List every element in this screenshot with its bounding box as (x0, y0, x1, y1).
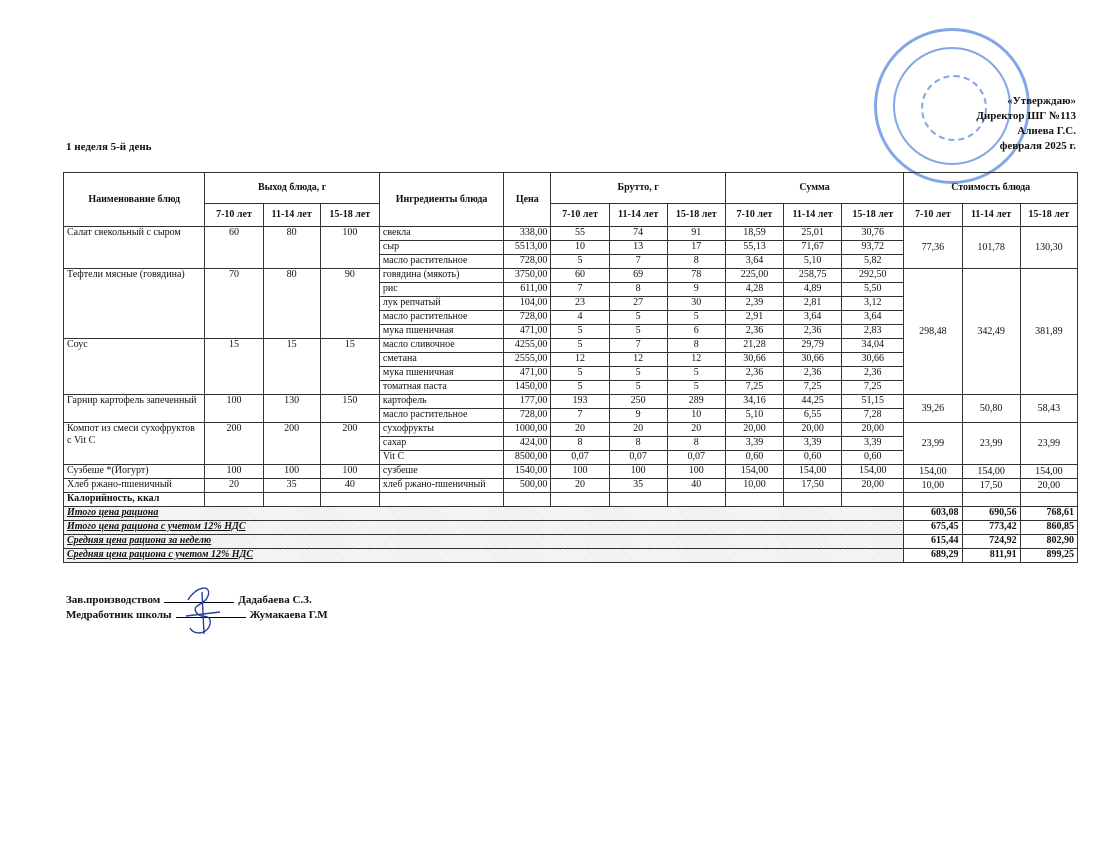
calories-row (64, 493, 1078, 507)
ingredient-brutto: 8 (667, 255, 725, 269)
dish-portion: 60 (205, 227, 263, 269)
header-brutto-age: 11-14 лет (609, 204, 667, 227)
ingredient-sum: 2,36 (784, 367, 842, 381)
calories-cell (263, 493, 320, 507)
ingredient-name: масло сливочное (379, 339, 503, 353)
ingredient-name: сахар (379, 437, 503, 451)
table-row (64, 479, 1078, 493)
calories-cell (504, 493, 551, 507)
ingredient-brutto: 5 (551, 255, 609, 269)
total-value: 675,45 (904, 521, 962, 535)
ingredient-brutto: 10 (551, 241, 609, 255)
ingredient-brutto: 250 (609, 395, 667, 409)
dish-cost: 23,99 (1020, 423, 1077, 465)
ingredient-name: хлеб ржано-пшеничный (379, 479, 503, 493)
ingredient-price: 728,00 (504, 311, 551, 325)
dish-cost: 17,50 (962, 479, 1020, 493)
dish-cost: 101,78 (962, 227, 1020, 269)
ingredient-brutto: 12 (551, 353, 609, 367)
header-portion-age: 15-18 лет (320, 204, 379, 227)
ingredient-sum: 20,00 (725, 423, 783, 437)
ingredient-brutto: 8 (667, 437, 725, 451)
dish-portion: 200 (263, 423, 320, 465)
ingredient-name: лук репчатый (379, 297, 503, 311)
total-value: 860,85 (1020, 521, 1077, 535)
total-value: 811,91 (962, 549, 1020, 563)
dish-cost: 10,00 (904, 479, 962, 493)
ingredient-sum: 3,64 (784, 311, 842, 325)
handwritten-signature (182, 582, 224, 638)
header-dish: Наименование блюд (64, 173, 205, 227)
ingredient-price: 1540,00 (504, 465, 551, 479)
ingredient-sum: 5,82 (842, 255, 904, 269)
ingredient-brutto: 5 (667, 381, 725, 395)
ingredient-sum: 2,36 (842, 367, 904, 381)
calories-label: Калорийность, ккал (64, 493, 205, 507)
dish-cost: 381,89 (1020, 269, 1077, 395)
header-cost: Стоимость блюда (904, 173, 1078, 204)
ingredient-name: Vit C (379, 451, 503, 465)
dish-portion: 15 (320, 339, 379, 395)
ingredient-brutto: 100 (667, 465, 725, 479)
ingredient-brutto: 5 (551, 367, 609, 381)
ingredient-price: 8500,00 (504, 451, 551, 465)
ingredient-name: рис (379, 283, 503, 297)
menu-table (63, 172, 1078, 563)
calories-cell (962, 493, 1020, 507)
total-label: Итого цена рациона (64, 507, 904, 521)
ingredient-sum: 154,00 (725, 465, 783, 479)
ingredient-sum: 55,13 (725, 241, 783, 255)
ingredient-sum: 2,91 (725, 311, 783, 325)
ingredient-brutto: 9 (667, 283, 725, 297)
ingredient-brutto: 5 (609, 311, 667, 325)
dish-portion: 15 (205, 339, 263, 395)
header-brutto: Брутто, г (551, 173, 725, 204)
calories-cell (784, 493, 842, 507)
ingredient-brutto: 7 (551, 283, 609, 297)
ingredient-sum: 3,64 (842, 311, 904, 325)
header-sum-age: 7-10 лет (725, 204, 783, 227)
total-value: 690,56 (962, 507, 1020, 521)
ingredient-sum: 6,55 (784, 409, 842, 423)
header-price: Цена (504, 173, 551, 227)
ingredient-brutto: 4 (551, 311, 609, 325)
ingredient-brutto: 8 (609, 437, 667, 451)
signature-person: Жумакаева Г.М (249, 609, 328, 621)
ingredient-price: 3750,00 (504, 269, 551, 283)
ingredient-sum: 292,50 (842, 269, 904, 283)
ingredient-name: сухофрукты (379, 423, 503, 437)
total-value: 615,44 (904, 535, 962, 549)
dish-portion: 40 (320, 479, 379, 493)
ingredient-sum: 2,36 (725, 367, 783, 381)
total-value: 802,90 (1020, 535, 1077, 549)
calories-cell (842, 493, 904, 507)
ingredient-brutto: 8 (609, 283, 667, 297)
ingredient-brutto: 5 (551, 325, 609, 339)
header-brutto-age: 15-18 лет (667, 204, 725, 227)
ingredient-sum: 2,39 (725, 297, 783, 311)
ingredient-brutto: 5 (609, 367, 667, 381)
signature-role: Зав.производством (66, 594, 161, 606)
ingredient-brutto: 0,07 (551, 451, 609, 465)
ingredient-price: 728,00 (504, 409, 551, 423)
total-value: 899,25 (1020, 549, 1077, 563)
header-sum-age: 11-14 лет (784, 204, 842, 227)
dish-portion: 100 (205, 395, 263, 423)
dish-name: Соус (64, 339, 205, 395)
total-row (64, 521, 1078, 535)
ingredient-brutto: 40 (667, 479, 725, 493)
dish-name: Тефтели мясные (говядина) (64, 269, 205, 339)
ingredient-brutto: 9 (609, 409, 667, 423)
ingredient-sum: 21,28 (725, 339, 783, 353)
total-label: Итого цена рациона с учетом 12% НДС (64, 521, 904, 535)
total-value: 724,92 (962, 535, 1020, 549)
ingredient-price: 338,00 (504, 227, 551, 241)
calories-cell (320, 493, 379, 507)
total-label: Средняя цена рациона с учетом 12% НДС (64, 549, 904, 563)
dish-portion: 80 (263, 227, 320, 269)
dish-portion: 100 (263, 465, 320, 479)
ingredient-brutto: 100 (551, 465, 609, 479)
ingredient-price: 1450,00 (504, 381, 551, 395)
ingredient-name: масло растительное (379, 409, 503, 423)
ingredient-brutto: 91 (667, 227, 725, 241)
ingredient-name: томатная паста (379, 381, 503, 395)
header-portion-age: 7-10 лет (205, 204, 263, 227)
header-portion-age: 11-14 лет (263, 204, 320, 227)
ingredient-name: свекла (379, 227, 503, 241)
ingredient-brutto: 5 (667, 367, 725, 381)
ingredient-brutto: 5 (551, 381, 609, 395)
dish-cost: 298,48 (904, 269, 962, 395)
ingredient-sum: 34,16 (725, 395, 783, 409)
ingredient-brutto: 5 (667, 311, 725, 325)
dish-portion: 35 (263, 479, 320, 493)
ingredient-sum: 2,83 (842, 325, 904, 339)
dish-portion: 90 (320, 269, 379, 339)
ingredient-name: картофель (379, 395, 503, 409)
ingredient-sum: 2,36 (784, 325, 842, 339)
dish-portion: 70 (205, 269, 263, 339)
table-row (64, 269, 1078, 283)
total-value: 689,29 (904, 549, 962, 563)
ingredient-sum: 5,10 (784, 255, 842, 269)
dish-portion: 150 (320, 395, 379, 423)
ingredient-brutto: 20 (551, 423, 609, 437)
dish-name: Хлеб ржано-пшеничный (64, 479, 205, 493)
ingredient-brutto: 60 (551, 269, 609, 283)
header-sum: Сумма (725, 173, 903, 204)
ingredient-price: 5513,00 (504, 241, 551, 255)
header-portion: Выход блюда, г (205, 173, 380, 204)
ingredient-sum: 5,10 (725, 409, 783, 423)
ingredient-brutto: 23 (551, 297, 609, 311)
header-ingredients: Ингредиенты блюда (379, 173, 503, 227)
ingredient-brutto: 12 (609, 353, 667, 367)
approval-line-1: «Утверждаю» (1007, 95, 1076, 107)
dish-portion: 15 (263, 339, 320, 395)
dish-portion: 200 (205, 423, 263, 465)
ingredient-brutto: 35 (609, 479, 667, 493)
calories-cell (609, 493, 667, 507)
total-row (64, 507, 1078, 521)
ingredient-sum: 34,04 (842, 339, 904, 353)
ingredient-price: 500,00 (504, 479, 551, 493)
ingredient-name: мука пшеничная (379, 325, 503, 339)
dish-portion: 100 (320, 465, 379, 479)
calories-cell (205, 493, 263, 507)
ingredient-brutto: 69 (609, 269, 667, 283)
ingredient-sum: 3,39 (842, 437, 904, 451)
ingredient-sum: 225,00 (725, 269, 783, 283)
ingredient-sum: 3,39 (725, 437, 783, 451)
calories-cell (1020, 493, 1077, 507)
ingredient-price: 471,00 (504, 367, 551, 381)
ingredient-sum: 30,66 (842, 353, 904, 367)
calories-cell (725, 493, 783, 507)
ingredient-name: говядина (мякоть) (379, 269, 503, 283)
ingredient-sum: 4,89 (784, 283, 842, 297)
ingredient-brutto: 13 (609, 241, 667, 255)
ingredient-sum: 93,72 (842, 241, 904, 255)
ingredient-price: 4255,00 (504, 339, 551, 353)
ingredient-sum: 0,60 (784, 451, 842, 465)
ingredient-brutto: 8 (667, 339, 725, 353)
ingredient-name: масло растительное (379, 255, 503, 269)
dish-portion: 20 (205, 479, 263, 493)
ingredient-brutto: 30 (667, 297, 725, 311)
ingredient-price: 611,00 (504, 283, 551, 297)
ingredient-name: масло растительное (379, 311, 503, 325)
ingredient-brutto: 78 (667, 269, 725, 283)
ingredient-brutto: 12 (667, 353, 725, 367)
total-value: 773,42 (962, 521, 1020, 535)
ingredient-sum: 51,15 (842, 395, 904, 409)
ingredient-sum: 3,64 (725, 255, 783, 269)
dish-cost: 20,00 (1020, 479, 1077, 493)
dish-name: Салат свекольный с сыром (64, 227, 205, 269)
ingredient-sum: 25,01 (784, 227, 842, 241)
total-row (64, 549, 1078, 563)
ingredient-sum: 4,28 (725, 283, 783, 297)
ingredient-sum: 17,50 (784, 479, 842, 493)
ingredient-sum: 30,66 (784, 353, 842, 367)
dish-cost: 77,36 (904, 227, 962, 269)
dish-cost: 23,99 (904, 423, 962, 465)
ingredient-sum: 20,00 (784, 423, 842, 437)
ingredient-brutto: 74 (609, 227, 667, 241)
total-value: 768,61 (1020, 507, 1077, 521)
approval-block (976, 94, 1076, 154)
dish-cost: 50,80 (962, 395, 1020, 423)
approval-line-3: Алиева Г.С. (1017, 125, 1076, 137)
dish-cost: 154,00 (904, 465, 962, 479)
ingredient-price: 471,00 (504, 325, 551, 339)
ingredient-name: мука пшеничная (379, 367, 503, 381)
ingredient-price: 177,00 (504, 395, 551, 409)
dish-portion: 130 (263, 395, 320, 423)
ingredient-sum: 10,00 (725, 479, 783, 493)
dish-portion: 200 (320, 423, 379, 465)
header-brutto-age: 7-10 лет (551, 204, 609, 227)
ingredient-sum: 44,25 (784, 395, 842, 409)
ingredient-sum: 3,12 (842, 297, 904, 311)
ingredient-brutto: 8 (551, 437, 609, 451)
ingredient-sum: 20,00 (842, 423, 904, 437)
ingredient-sum: 18,59 (725, 227, 783, 241)
dish-cost: 23,99 (962, 423, 1020, 465)
dish-cost: 154,00 (962, 465, 1020, 479)
ingredient-sum: 7,25 (784, 381, 842, 395)
dish-cost: 342,49 (962, 269, 1020, 395)
ingredient-brutto: 10 (667, 409, 725, 423)
dish-portion: 100 (205, 465, 263, 479)
ingredient-brutto: 6 (667, 325, 725, 339)
ingredient-sum: 71,67 (784, 241, 842, 255)
table-row (64, 423, 1078, 437)
header-cost-age: 15-18 лет (1020, 204, 1077, 227)
ingredient-sum: 2,81 (784, 297, 842, 311)
signature-person: Дадабаева С.З. (238, 594, 312, 606)
calories-cell (904, 493, 962, 507)
ingredient-sum: 7,28 (842, 409, 904, 423)
ingredient-sum: 258,75 (784, 269, 842, 283)
ingredient-brutto: 0,07 (609, 451, 667, 465)
ingredient-sum: 0,60 (725, 451, 783, 465)
ingredient-sum: 2,36 (725, 325, 783, 339)
table-row (64, 227, 1078, 241)
ingredient-brutto: 20 (609, 423, 667, 437)
header-sum-age: 15-18 лет (842, 204, 904, 227)
ingredient-price: 424,00 (504, 437, 551, 451)
ingredient-brutto: 100 (609, 465, 667, 479)
ingredient-price: 1000,00 (504, 423, 551, 437)
dish-name: Гарнир картофель запеченный (64, 395, 205, 423)
ingredient-brutto: 0,07 (667, 451, 725, 465)
signature-role: Медработник школы (66, 609, 172, 621)
approval-line-2: Директор ШГ №113 (976, 110, 1076, 122)
week-title: 1 неделя 5-й день (66, 141, 152, 153)
ingredient-name: сметана (379, 353, 503, 367)
ingredient-sum: 30,66 (725, 353, 783, 367)
ingredient-brutto: 5 (609, 325, 667, 339)
ingredient-sum: 0,60 (842, 451, 904, 465)
ingredient-brutto: 7 (551, 409, 609, 423)
ingredient-brutto: 55 (551, 227, 609, 241)
header-cost-age: 11-14 лет (962, 204, 1020, 227)
dish-cost: 154,00 (1020, 465, 1077, 479)
dish-name: Сузбеше *(Йогурт) (64, 465, 205, 479)
ingredient-sum: 29,79 (784, 339, 842, 353)
dish-cost: 58,43 (1020, 395, 1077, 423)
ingredient-brutto: 289 (667, 395, 725, 409)
ingredient-sum: 20,00 (842, 479, 904, 493)
table-row (64, 395, 1078, 409)
ingredient-brutto: 5 (551, 339, 609, 353)
ingredient-sum: 154,00 (784, 465, 842, 479)
ingredient-sum: 154,00 (842, 465, 904, 479)
ingredient-brutto: 7 (609, 339, 667, 353)
header-cost-age: 7-10 лет (904, 204, 962, 227)
ingredient-brutto: 20 (667, 423, 725, 437)
ingredient-price: 728,00 (504, 255, 551, 269)
approval-line-4: февраля 2025 г. (999, 140, 1076, 152)
ingredient-sum: 30,76 (842, 227, 904, 241)
total-row (64, 535, 1078, 549)
total-label: Средняя цена рациона за неделю (64, 535, 904, 549)
total-value: 603,08 (904, 507, 962, 521)
ingredient-brutto: 5 (609, 381, 667, 395)
ingredient-brutto: 7 (609, 255, 667, 269)
dish-cost: 39,26 (904, 395, 962, 423)
dish-cost: 130,30 (1020, 227, 1077, 269)
ingredient-sum: 7,25 (725, 381, 783, 395)
ingredient-price: 104,00 (504, 297, 551, 311)
dish-portion: 100 (320, 227, 379, 269)
calories-cell (379, 493, 503, 507)
ingredient-brutto: 17 (667, 241, 725, 255)
ingredient-price: 2555,00 (504, 353, 551, 367)
dish-name: Компот из смеси сухофруктов с Vit C (64, 423, 205, 465)
ingredient-sum: 5,50 (842, 283, 904, 297)
dish-portion: 80 (263, 269, 320, 339)
ingredient-brutto: 20 (551, 479, 609, 493)
calories-cell (551, 493, 609, 507)
table-row (64, 465, 1078, 479)
ingredient-brutto: 193 (551, 395, 609, 409)
calories-cell (667, 493, 725, 507)
ingredient-sum: 3,39 (784, 437, 842, 451)
ingredient-name: сыр (379, 241, 503, 255)
ingredient-name: сузбеше (379, 465, 503, 479)
ingredient-sum: 7,25 (842, 381, 904, 395)
ingredient-brutto: 27 (609, 297, 667, 311)
